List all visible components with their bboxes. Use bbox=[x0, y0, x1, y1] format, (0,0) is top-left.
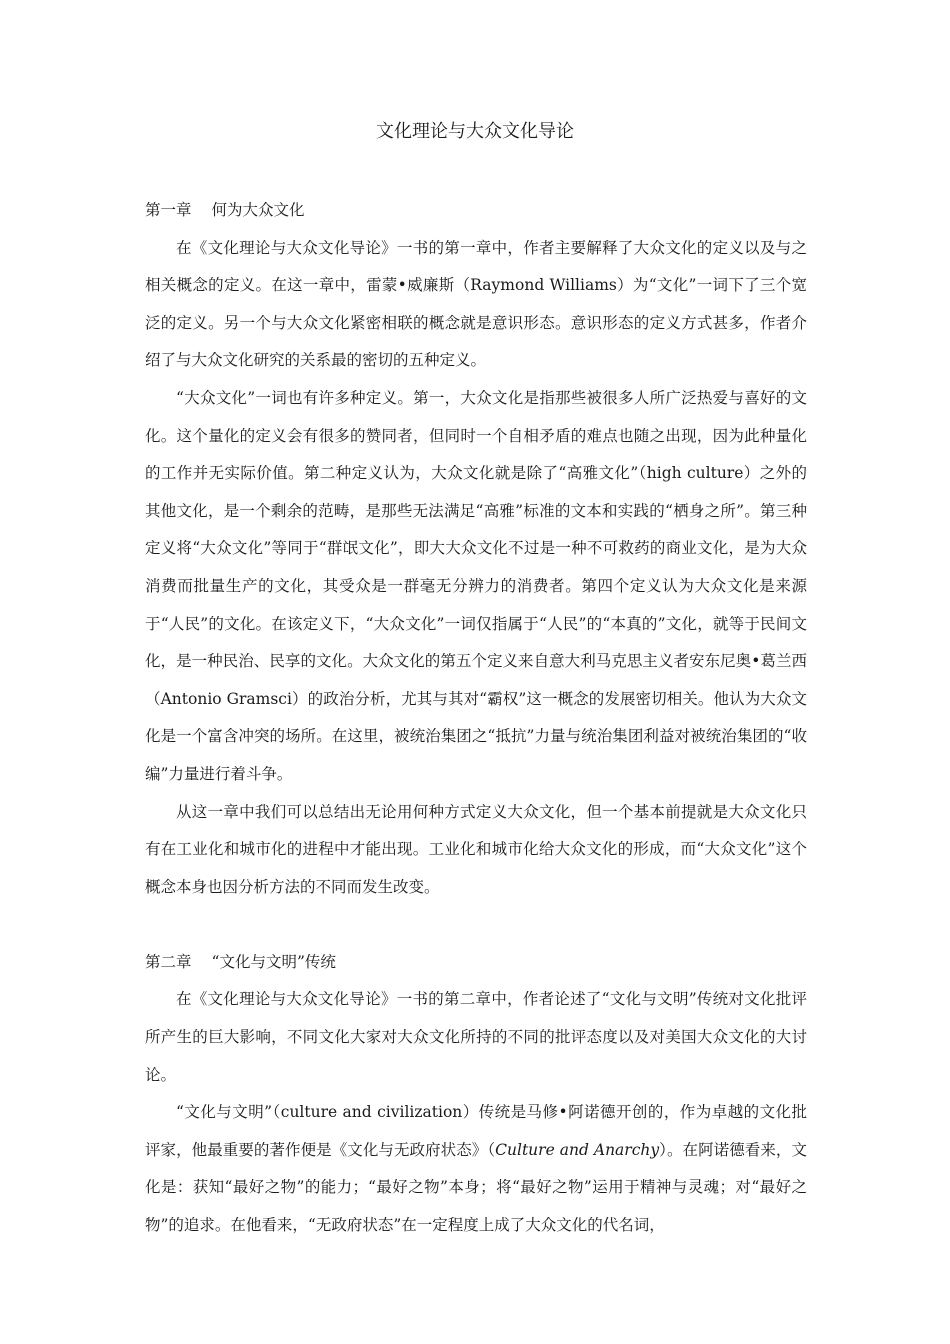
paragraph bbox=[145, 1094, 807, 1244]
chapter-number: 第一章 bbox=[145, 201, 192, 219]
paragraph: 在《文化理论与大众文化导论》一书的第一章中，作者主要解释了大众文化的定义以及与之相关概念的定义。在这一章中，雷蒙•威廉斯（Raymond Williams）为“文化”一词下了三个宽泛的定义。另一个与大众文化紧密相联的概念就是意识形态。意识形态的定义方式甚多，作者介绍了与大众文化研究的关系最的密切的五种定义。 bbox=[145, 238, 807, 370]
book-title-italic: Culture and Anarchy bbox=[495, 1140, 660, 1159]
paragraph-text: “文化与文明”（culture and civilization）传统是马修•阿诺德开创的，作为卓越的文化批评家，他最重要的著作便是《文化与无政府状态》（ bbox=[145, 1103, 807, 1159]
chapter-heading bbox=[145, 192, 807, 230]
chapter-title: “文化与文明”传统 bbox=[211, 952, 336, 971]
paragraph-text: ）。在阿诺德看来，文化是：获知“最好之物”的能力；“最好之物”本身；将“最好之物”运用于精神与灵魂；对“最好之物”的追求。在他看来，“无政府状态”在一定程度上成了大众文化的代名词， bbox=[145, 1140, 807, 1235]
paragraph: 在《文化理论与大众文化导论》一书的第二章中，作者论述了“文化与文明”传统对文化批评所产生的巨大影响，不同文化大家对大众文化所持的不同的批评态度以及对美国大众文化的大讨论。 bbox=[145, 990, 807, 1084]
chapter-number: 第二章 bbox=[145, 952, 192, 971]
chapter-title: 何为大众文化 bbox=[211, 201, 305, 219]
paragraph: “大众文化”一词也有许多种定义。第一，大众文化是指那些被很多人所广泛热爱与喜好的文化。这个量化的定义会有很多的赞同者，但同时一个自相矛盾的难点也随之出现，因为此种量化的工作并无实际价值。第二种定义认为，大众文化就是除了“高雅文化”（high culture）之外的其他文化，是一个剩余的范畴，是那些无法满足“高雅”标准的文本和实践的“栖身之所”。第三种定义将“大众文化”等同于“群氓文化”，即大大众文化不过是一种不可救药的商业文化，是为大众消费而批量生产的文化，其受众是一群毫无分辨力的消费者。第四个定义认为大众文化是来源于“人民”的文化。在该定义下，“大众文化”一词仅指属于“人民”的“本真的”文化，就等于民间文化，是一种民治、民享的文化。大众文化的第五个定义来自意大利马克思主义者安东尼奥•葛兰西（Antonio Gramsci）的政治分析，尤其与其对“霸权”这一概念的发展密切相关。他认为大众文化是一个富含冲突的场所。在这里，被统治集团之“抵抗”力量与统治集团利益对被统治集团的“收编”力量进行着斗争。 bbox=[145, 388, 807, 783]
paragraph: 从这一章中我们可以总结出无论用何种方式定义大众文化，但一个基本前提就是大众文化只有在工业化和城市化的进程中才能出现。工业化和城市化给大众文化的形成，而“大众文化”这个概念本身也因分析方法的不同而发生改变。 bbox=[145, 802, 807, 896]
document-title: 文化理论与大众文化导论 bbox=[376, 121, 574, 142]
section-gap bbox=[145, 906, 807, 944]
chapter-heading bbox=[145, 944, 807, 982]
document-body bbox=[145, 192, 807, 1245]
